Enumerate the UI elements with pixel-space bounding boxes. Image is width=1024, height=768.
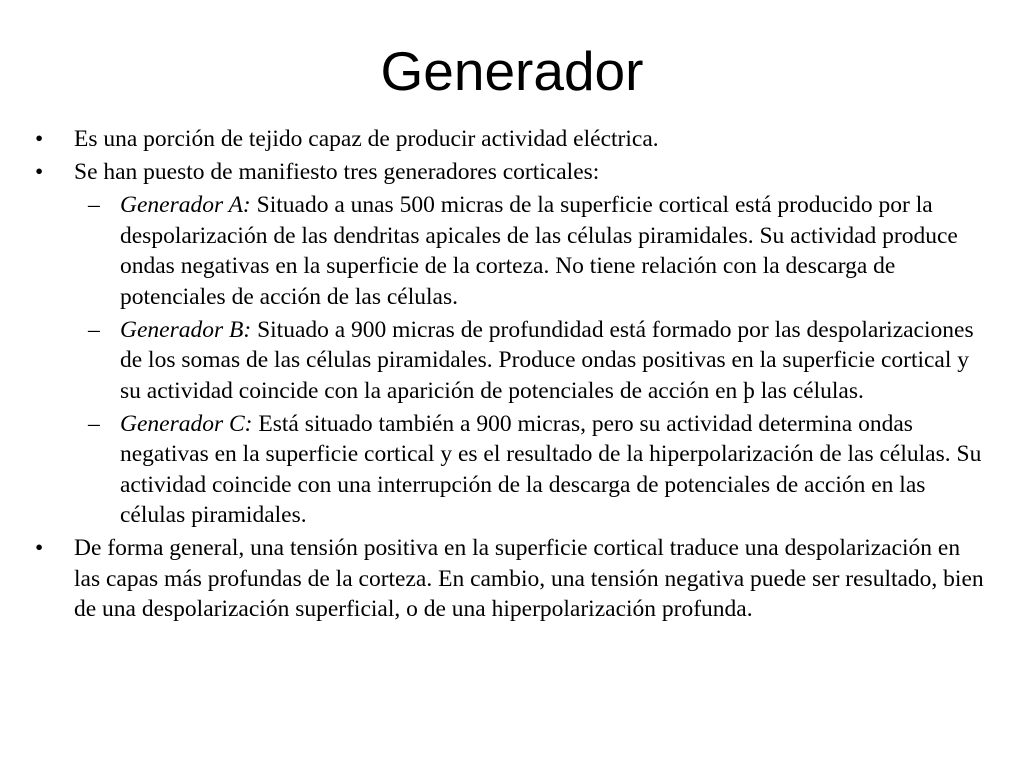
bullet-marker: • bbox=[35, 126, 44, 152]
sub-item-lead: Generador A: bbox=[120, 192, 251, 218]
bullet-text: De forma general, una tensión positiva en la superficie cortical traduce una despolarización en las capas más profundas de la corteza. En cambio, una tensión negativa puede ser resultado, bien de una despolarización superficial, o de una hiperpolarización profunda. bbox=[74, 535, 984, 622]
bullet-text: Es una porción de tejido capaz de producir actividad eléctrica. bbox=[74, 126, 659, 152]
sub-item-generador-c bbox=[0, 409, 984, 531]
bullet-marker: • bbox=[35, 535, 44, 561]
sub-item-lead: Generador C: bbox=[120, 410, 253, 437]
dash-marker: – bbox=[88, 316, 100, 343]
sub-item-text: Situado a unas 500 micras de la superficie cortical está producido por la despolarización de las dendritas apicales de las células piramidales. Su actividad produce ondas negativas en la superficie de la corteza. No tiene relación con la descarga de potenciales de acción de las células. bbox=[120, 192, 958, 310]
bullet-item-2 bbox=[0, 157, 984, 188]
sub-item-generador-a bbox=[0, 190, 984, 312]
bullet-text: Se han puesto de manifiesto tres generadores corticales: bbox=[74, 159, 600, 185]
sub-item-lead: Generador B: bbox=[120, 316, 252, 343]
dash-marker: – bbox=[88, 410, 100, 437]
bullet-item-3 bbox=[0, 533, 984, 625]
bullet-item-1 bbox=[0, 124, 984, 155]
sub-item-text: Está situado también a 900 micras, pero su actividad determina ondas negativas en la superficie cortical y es el resultado de la hiperpolarización de las células. Su actividad coincide con una interrupción de la descarga de potenciales de acción en las células piramidales. bbox=[120, 410, 982, 528]
slide-content bbox=[0, 124, 1024, 627]
slide-title: Generador bbox=[380, 40, 644, 102]
dash-marker: – bbox=[88, 192, 100, 218]
sub-item-text: Situado a 900 micras de profundidad está formado por las despolarizaciones de los somas de las células piramidales. Produce ondas positivas en la superficie cortical y su actividad coincide con la aparición de potenciales de acción en þ las células. bbox=[120, 316, 974, 404]
bullet-marker: • bbox=[35, 159, 44, 185]
sub-item-generador-b bbox=[0, 315, 984, 407]
